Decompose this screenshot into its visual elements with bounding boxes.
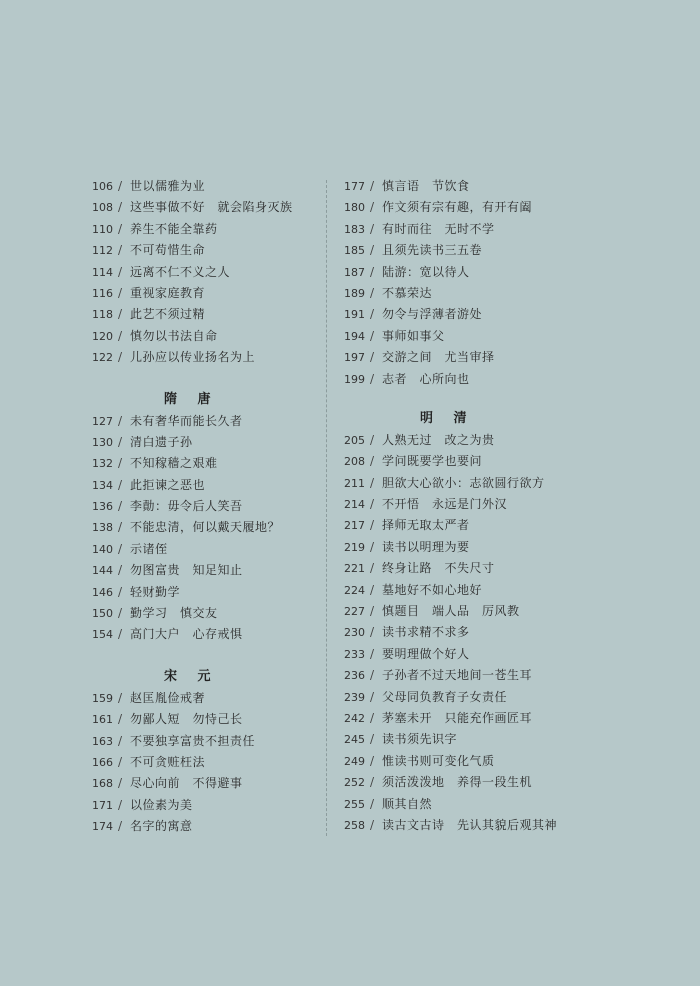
toc-separator: / [370, 732, 375, 747]
toc-entry-title: 慎言语 节饮食 [382, 179, 470, 193]
toc-separator: / [370, 518, 375, 533]
toc-entry[interactable] [92, 582, 362, 603]
toc-entry-title: 陆游：宽以待人 [382, 264, 470, 279]
toc-separator: / [118, 520, 123, 535]
toc-separator: / [370, 285, 375, 300]
toc-separator: / [370, 775, 375, 790]
toc-entry[interactable] [92, 283, 362, 304]
toc-entry-title: 这些事做不好 就会陷身灭族 [130, 200, 293, 215]
toc-entry-title: 尽心向前 不得避事 [130, 776, 243, 791]
toc-page-number: 177 [344, 180, 365, 193]
toc-entry-title: 远离不仁不义之人 [130, 264, 231, 279]
toc-entry[interactable] [344, 494, 614, 515]
toc-entry-title: 示诸侄 [130, 541, 168, 556]
toc-entry[interactable] [344, 176, 614, 197]
toc-separator: / [118, 434, 123, 449]
toc-separator: / [370, 539, 375, 554]
toc-separator: / [370, 475, 375, 490]
toc-entry-title: 清白遗子孙 [130, 434, 193, 449]
toc-page-number: 114 [92, 265, 113, 279]
toc-entry[interactable] [92, 795, 362, 816]
toc-entry[interactable] [344, 772, 614, 793]
toc-page-number: 122 [92, 351, 113, 365]
toc-page-number: 189 [344, 286, 365, 300]
toc-entry[interactable] [344, 304, 614, 325]
toc-separator: / [370, 646, 375, 661]
toc-entry[interactable] [92, 560, 362, 581]
toc-separator: / [118, 243, 123, 258]
toc-separator: / [118, 285, 123, 300]
toc-entry[interactable] [344, 815, 614, 836]
toc-page-number: 219 [344, 540, 365, 554]
toc-entry-title: 人熟无过 改之为贵 [382, 432, 495, 447]
toc-page-number: 197 [344, 351, 365, 365]
toc-entry-title: 慎题目 端人品 厉风教 [382, 604, 520, 619]
toc-entry-title: 李勣：毋令后人笑吾 [130, 499, 243, 514]
toc-entry-title: 惟读书则可变化气质 [382, 753, 495, 768]
toc-entry[interactable] [344, 601, 614, 622]
toc-entry[interactable] [92, 219, 362, 240]
toc-entry[interactable] [344, 644, 614, 665]
toc-separator: / [118, 350, 123, 365]
toc-entry-title: 学问既要学也要问 [382, 454, 483, 469]
toc-entry[interactable] [344, 219, 614, 240]
toc-entry[interactable] [92, 475, 362, 496]
toc-page-number: 185 [344, 244, 365, 258]
section-heading-sui-tang: 隋 唐 [164, 391, 219, 407]
toc-entry-title: 世以儒雅为业 [130, 179, 206, 193]
toc-entry-title: 勤学习 慎交友 [130, 606, 218, 621]
toc-page-number: 138 [92, 521, 113, 535]
toc-entry[interactable] [92, 709, 362, 730]
toc-entry-title: 勿令与浮薄者游处 [382, 307, 483, 322]
toc-entry-title: 不要独享富贵不担责任 [130, 733, 256, 748]
toc-entry-title: 且须先读书三五卷 [382, 243, 483, 258]
toc-page-number: 252 [344, 776, 365, 790]
toc-page-number: 214 [344, 498, 365, 512]
toc-entry-title: 有时而往 无时不学 [382, 221, 495, 236]
toc-entry-title: 赵匡胤俭戒奢 [130, 690, 206, 705]
toc-page-number: 217 [344, 519, 365, 533]
toc-separator: / [118, 776, 123, 791]
toc-entry[interactable] [344, 708, 614, 729]
toc-entry-title: 读书须先识字 [382, 732, 458, 747]
toc-separator: / [118, 264, 123, 279]
toc-entry[interactable] [344, 283, 614, 304]
toc-entry-title: 名字的寓意 [130, 819, 193, 834]
toc-entry[interactable] [344, 197, 614, 218]
toc-entry[interactable] [344, 515, 614, 536]
toc-page-number: 191 [344, 308, 365, 322]
toc-page-number: 171 [92, 798, 113, 812]
toc-separator: / [118, 563, 123, 578]
toc-page-number: 159 [92, 691, 113, 705]
toc-entry-title: 读古文古诗 先认其貌后观其神 [382, 817, 558, 832]
toc-page-number: 194 [344, 329, 365, 343]
toc-entry-title: 须活泼泼地 养得一段生机 [382, 775, 533, 790]
toc-page-number: 110 [92, 222, 113, 236]
toc-entry-title: 儿孙应以传业扬名为上 [130, 350, 256, 365]
toc-entry-title: 顺其自然 [382, 796, 433, 811]
toc-page-number: 127 [92, 414, 113, 428]
toc-separator: / [370, 307, 375, 322]
toc-page-number: 249 [344, 754, 365, 768]
toc-entry[interactable] [344, 729, 614, 750]
toc-entry-title: 子孙者不过天地间一苍生耳 [382, 668, 533, 683]
toc-entry[interactable] [344, 622, 614, 643]
toc-page-number: 154 [92, 628, 113, 642]
toc-entry-title: 未有奢华而能长久者 [130, 413, 243, 428]
toc-separator: / [370, 432, 375, 447]
toc-entry[interactable] [92, 304, 362, 325]
toc-entry-title: 重视家庭教育 [130, 285, 206, 300]
toc-entry[interactable] [344, 240, 614, 261]
toc-separator: / [370, 582, 375, 597]
toc-entry-title: 父母同负教育子女责任 [382, 689, 508, 704]
toc-page-number: 168 [92, 777, 113, 791]
toc-page-number: 108 [92, 201, 113, 215]
toc-separator: / [370, 625, 375, 640]
toc-entry[interactable] [344, 751, 614, 772]
toc-page-number: 112 [92, 244, 113, 258]
toc-entry-title: 勿鄙人短 勿恃己长 [130, 712, 243, 727]
toc-separator: / [370, 753, 375, 768]
toc-separator: / [370, 179, 375, 193]
toc-page-number: 211 [344, 476, 365, 490]
toc-page-number: 146 [92, 585, 113, 599]
toc-left-column [92, 176, 362, 838]
toc-entry[interactable] [92, 603, 362, 624]
toc-page-number: 132 [92, 457, 113, 471]
toc-group-ming-qing [344, 430, 614, 836]
toc-separator: / [370, 604, 375, 619]
toc-separator: / [118, 477, 123, 492]
toc-separator: / [118, 606, 123, 621]
toc-separator: / [118, 541, 123, 556]
toc-entry[interactable] [344, 558, 614, 579]
toc-separator: / [118, 456, 123, 471]
toc-page-number: 224 [344, 583, 365, 597]
column-divider [326, 180, 327, 836]
toc-entry-title: 终身让路 不失尺寸 [382, 561, 495, 576]
toc-separator: / [370, 264, 375, 279]
toc-separator: / [118, 584, 123, 599]
toc-separator: / [118, 200, 123, 215]
toc-entry[interactable] [92, 326, 362, 347]
toc-entry[interactable] [344, 347, 614, 368]
toc-group-early [92, 176, 362, 369]
toc-entry-title: 养生不能全靠药 [130, 221, 218, 236]
toc-separator: / [370, 710, 375, 725]
toc-separator: / [118, 221, 123, 236]
toc-entry[interactable] [92, 731, 362, 752]
toc-entry[interactable] [92, 240, 362, 261]
section-heading-song-yuan: 宋 元 [164, 668, 219, 684]
toc-page-number: 258 [344, 818, 365, 832]
toc-entry-title: 不能忠清，何以戴天履地？ [130, 520, 281, 535]
toc-separator: / [118, 733, 123, 748]
toc-entry[interactable] [344, 794, 614, 815]
toc-separator: / [370, 454, 375, 469]
toc-separator: / [118, 179, 123, 193]
toc-page-number: 174 [92, 820, 113, 834]
toc-page-number: 180 [344, 201, 365, 215]
toc-page-number: 205 [344, 433, 365, 447]
toc-entry[interactable] [344, 537, 614, 558]
toc-separator: / [370, 796, 375, 811]
toc-entry-title: 作文须有宗有趣，有开有阖 [382, 200, 533, 215]
toc-separator: / [370, 328, 375, 343]
toc-page-number: 118 [92, 308, 113, 322]
toc-entry-title: 择师无取太严者 [382, 518, 470, 533]
toc-entry-title: 不开悟 永远是门外汉 [382, 497, 508, 512]
toc-entry-title: 不知稼穑之艰难 [130, 456, 218, 471]
toc-entry[interactable] [344, 326, 614, 347]
toc-separator: / [118, 712, 123, 727]
toc-page-number: 221 [344, 562, 365, 576]
toc-separator: / [370, 817, 375, 832]
toc-page-number: 242 [344, 711, 365, 725]
toc-page-number: 150 [92, 607, 113, 621]
toc-entry[interactable] [92, 262, 362, 283]
toc-entry-title: 交游之间 尤当审择 [382, 350, 495, 365]
toc-page-number: 120 [92, 329, 113, 343]
toc-separator: / [118, 499, 123, 514]
toc-separator: / [370, 371, 375, 386]
toc-separator: / [370, 200, 375, 215]
toc-separator: / [118, 307, 123, 322]
toc-separator: / [118, 627, 123, 642]
toc-page-number: 208 [344, 455, 365, 469]
toc-entry[interactable] [92, 176, 362, 197]
toc-entry-title: 此拒谏之恶也 [130, 477, 206, 492]
toc-page-number: 239 [344, 690, 365, 704]
toc-entry[interactable] [344, 687, 614, 708]
toc-separator: / [370, 561, 375, 576]
toc-entry[interactable] [92, 816, 362, 837]
toc-entry[interactable] [92, 752, 362, 773]
toc-entry-title: 此艺不须过精 [130, 307, 206, 322]
toc-page-number: 144 [92, 564, 113, 578]
toc-entry-title: 志者 心所向也 [382, 371, 470, 386]
toc-page-number: 134 [92, 478, 113, 492]
toc-page-number: 245 [344, 733, 365, 747]
toc-separator: / [370, 497, 375, 512]
toc-entry-title: 要明理做个好人 [382, 646, 470, 661]
toc-separator: / [118, 328, 123, 343]
toc-separator: / [370, 221, 375, 236]
toc-separator: / [370, 350, 375, 365]
toc-entry[interactable] [92, 197, 362, 218]
toc-page-number: 130 [92, 435, 113, 449]
toc-page-number: 116 [92, 286, 113, 300]
toc-page-number: 140 [92, 542, 113, 556]
toc-entry-title: 高门大户 心存戒惧 [130, 627, 243, 642]
toc-separator: / [370, 689, 375, 704]
toc-entry-title: 轻财勤学 [130, 584, 181, 599]
toc-page-number: 166 [92, 755, 113, 769]
toc-separator: / [118, 690, 123, 705]
toc-page-number: 161 [92, 713, 113, 727]
toc-entry-title: 勿图富贵 知足知止 [130, 563, 243, 578]
section-heading-ming-qing: 明 清 [420, 410, 475, 426]
toc-entry-title: 事师如事父 [382, 328, 445, 343]
toc-page-number: 230 [344, 626, 365, 640]
toc-separator: / [118, 797, 123, 812]
toc-separator: / [370, 243, 375, 258]
toc-entry[interactable] [92, 347, 362, 368]
toc-entry[interactable] [344, 580, 614, 601]
toc-entry-title: 墓地好不如心地好 [382, 582, 483, 597]
toc-entry-title: 读书求精不求多 [382, 625, 470, 640]
toc-entry-title: 不慕荣达 [382, 285, 433, 300]
toc-page-number: 106 [92, 180, 113, 193]
toc-entry-title: 不可贪赃枉法 [130, 754, 206, 769]
toc-page-number: 236 [344, 669, 365, 683]
toc-entry[interactable] [92, 688, 362, 709]
toc-entry[interactable] [92, 539, 362, 560]
toc-page-number: 255 [344, 797, 365, 811]
toc-entry[interactable] [344, 369, 614, 390]
toc-entry[interactable] [344, 473, 614, 494]
toc-separator: / [118, 413, 123, 428]
toc-page-number: 136 [92, 500, 113, 514]
toc-entry[interactable] [344, 451, 614, 472]
toc-entry-title: 茅塞未开 只能充作画匠耳 [382, 710, 533, 725]
toc-group-song-yuan-cont [344, 176, 614, 390]
toc-separator: / [118, 819, 123, 834]
toc-entry-title: 胆欲大心欲小：志欲圆行欲方 [382, 475, 545, 490]
toc-page-number: 233 [344, 647, 365, 661]
toc-entry-title: 读书以明理为要 [382, 539, 470, 554]
toc-page-number: 199 [344, 372, 365, 386]
toc-page-number: 187 [344, 265, 365, 279]
toc-separator: / [118, 754, 123, 769]
toc-right-column [344, 176, 614, 836]
toc-entry[interactable] [92, 411, 362, 432]
toc-entry[interactable] [92, 624, 362, 645]
toc-entry[interactable] [92, 453, 362, 474]
toc-separator: / [370, 668, 375, 683]
toc-entry[interactable] [344, 430, 614, 451]
toc-entry[interactable] [92, 432, 362, 453]
toc-entry-title: 慎勿以书法自命 [130, 328, 218, 343]
toc-group-song-yuan [92, 688, 362, 838]
toc-entry[interactable] [344, 665, 614, 686]
toc-entry[interactable] [92, 496, 362, 517]
toc-entry[interactable] [92, 773, 362, 794]
toc-page-number: 163 [92, 734, 113, 748]
toc-entry-title: 不可苟惜生命 [130, 243, 206, 258]
toc-entry[interactable] [344, 262, 614, 283]
toc-group-sui-tang [92, 411, 362, 646]
toc-entry-title: 以俭素为美 [130, 797, 193, 812]
toc-entry[interactable] [92, 517, 362, 538]
toc-page-number: 227 [344, 605, 365, 619]
toc-page-number: 183 [344, 222, 365, 236]
